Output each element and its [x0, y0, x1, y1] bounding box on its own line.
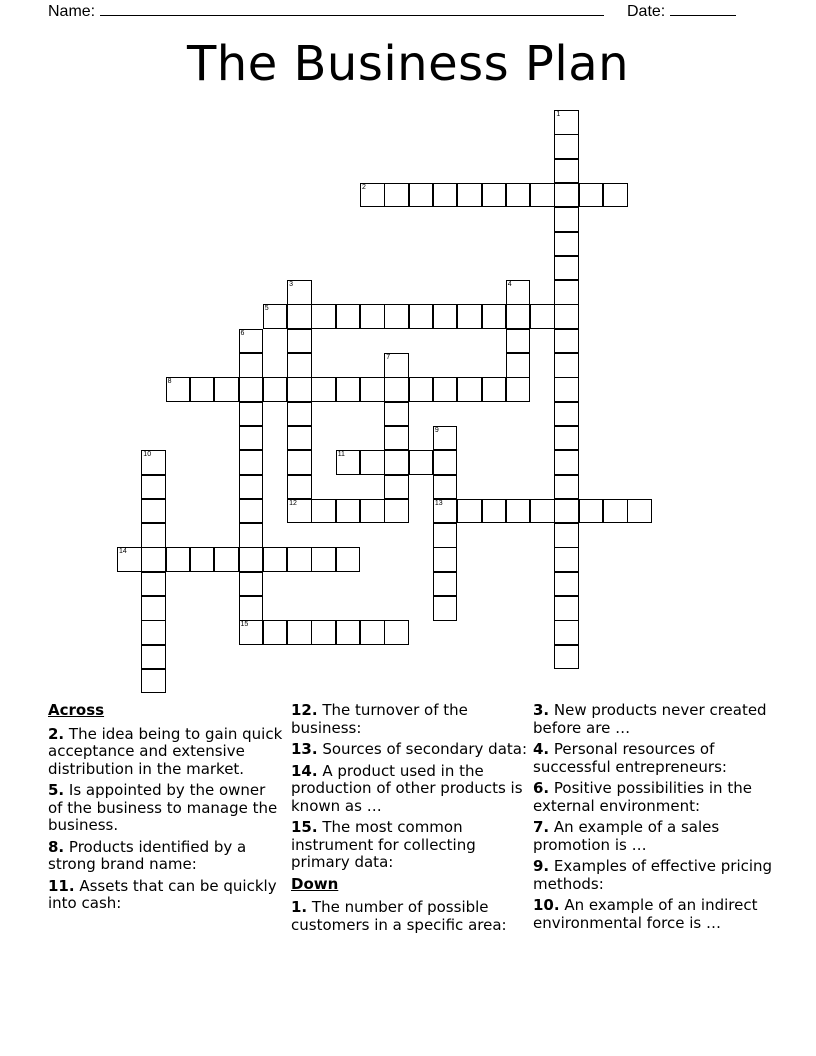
grid-cell[interactable] [409, 450, 434, 475]
grid-cell[interactable] [287, 280, 312, 305]
clue-item [291, 819, 529, 872]
cell-number: 13 [434, 499, 443, 507]
grid-cell[interactable] [554, 353, 579, 378]
cell-number: 2 [362, 183, 366, 191]
clue-text: The number of possible customers in a specific area: [291, 898, 507, 934]
grid-cell[interactable] [554, 134, 579, 159]
grid-cell[interactable] [287, 426, 312, 451]
grid-cell[interactable] [554, 426, 579, 451]
clue-text: Personal resources of successful entrepreneurs: [533, 740, 727, 776]
clue-number: 12. [291, 701, 318, 719]
grid-cell[interactable] [141, 475, 166, 500]
grid-cell[interactable] [239, 596, 264, 621]
grid-cell[interactable] [554, 572, 579, 597]
grid-cell[interactable] [239, 377, 264, 402]
grid-cell[interactable] [141, 547, 166, 572]
grid-cell[interactable] [554, 499, 579, 524]
cell-number: 4 [507, 281, 512, 289]
clue-column-3 [533, 702, 773, 936]
grid-cell[interactable] [360, 377, 385, 402]
clue-number: 6. [533, 779, 550, 797]
clue-item [533, 897, 773, 932]
grid-cell[interactable] [603, 183, 628, 208]
clue-text: An example of an indirect environmental force is … [533, 896, 758, 932]
grid-cell[interactable] [384, 426, 409, 451]
grid-cell[interactable] [239, 499, 264, 524]
cell-number: 6 [240, 329, 245, 337]
grid-cell[interactable] [287, 304, 312, 329]
grid-cell[interactable] [433, 183, 458, 208]
clue-number: 2. [48, 724, 65, 743]
clue-item [533, 858, 773, 893]
grid-cell[interactable] [336, 450, 361, 475]
clue-item [291, 899, 529, 934]
grid-cell[interactable] [287, 450, 312, 475]
clue-text: The turnover of the business: [291, 701, 468, 737]
grid-cell[interactable] [239, 353, 264, 378]
clue-item [48, 726, 284, 779]
grid-cell[interactable] [603, 499, 628, 524]
grid-cell[interactable] [239, 402, 264, 427]
grid-cell[interactable] [554, 620, 579, 645]
grid-cell[interactable] [482, 499, 507, 524]
down-heading: Down [291, 874, 339, 893]
grid-cell[interactable] [263, 304, 288, 329]
clue-text: Positive possibilities in the external environment: [533, 779, 752, 815]
grid-cell[interactable] [433, 377, 458, 402]
clue-text: The idea being to gain quick acceptance and extensive distribution in the market. [48, 724, 283, 778]
cell-number: 10 [143, 451, 152, 459]
grid-cell[interactable] [239, 475, 264, 500]
grid-cell[interactable] [336, 499, 361, 524]
cell-number: 5 [264, 305, 269, 313]
grid-cell[interactable] [554, 256, 579, 281]
grid-cell[interactable] [506, 329, 531, 354]
grid-cell[interactable] [141, 669, 166, 694]
clue-text: Assets that can be quickly into cash: [48, 876, 277, 912]
grid-cell[interactable] [530, 499, 555, 524]
grid-cell[interactable] [141, 523, 166, 548]
grid-cell[interactable] [141, 572, 166, 597]
grid-cell[interactable] [287, 402, 312, 427]
cell-number: 1 [556, 111, 561, 118]
grid-cell[interactable] [190, 377, 215, 402]
grid-cell[interactable] [141, 450, 166, 475]
grid-cell[interactable] [239, 620, 264, 645]
clue-number: 11. [48, 876, 75, 895]
grid-cell[interactable] [336, 377, 361, 402]
cell-number: 9 [434, 426, 439, 434]
down-clue-list-continued [533, 702, 773, 932]
grid-cell[interactable] [311, 620, 336, 645]
grid-cell[interactable] [627, 499, 652, 524]
across-heading: Across [48, 701, 105, 719]
clue-number: 15. [291, 818, 318, 836]
grid-cell[interactable] [457, 499, 482, 524]
grid-cell[interactable] [287, 620, 312, 645]
grid-cell[interactable] [530, 183, 555, 208]
grid-cell[interactable] [433, 499, 458, 524]
clue-item [48, 782, 284, 835]
grid-cell[interactable] [384, 183, 409, 208]
grid-cell[interactable] [384, 499, 409, 524]
clue-number: 13. [291, 740, 318, 758]
grid-cell[interactable] [360, 183, 385, 208]
clue-item [533, 741, 773, 776]
grid-cell[interactable] [384, 450, 409, 475]
grid-cell[interactable] [239, 450, 264, 475]
grid-cell[interactable] [554, 645, 579, 670]
grid-cell[interactable] [384, 304, 409, 329]
grid-cell[interactable] [506, 353, 531, 378]
cell-number: 8 [167, 378, 172, 386]
grid-cell[interactable] [482, 183, 507, 208]
grid-cell[interactable] [433, 426, 458, 451]
grid-cell[interactable] [482, 377, 507, 402]
grid-cell[interactable] [263, 547, 288, 572]
grid-cell[interactable] [433, 475, 458, 500]
grid-cell[interactable] [554, 159, 579, 184]
grid-cell[interactable] [433, 572, 458, 597]
clue-text: Is appointed by the owner of the business to manage the business. [48, 781, 278, 834]
clue-text: The most common instrument for collecting primary data: [291, 818, 476, 871]
grid-cell[interactable] [239, 523, 264, 548]
grid-cell[interactable] [336, 304, 361, 329]
across-clue-list [48, 726, 284, 913]
grid-cell[interactable] [554, 110, 579, 135]
cell-number: 11 [337, 451, 345, 459]
grid-cell[interactable] [579, 183, 604, 208]
clue-number: 8. [48, 837, 65, 856]
grid-cell[interactable] [141, 620, 166, 645]
grid-cell[interactable] [554, 207, 579, 232]
cell-number: 14 [119, 548, 127, 556]
grid-cell[interactable] [433, 547, 458, 572]
cell-number: 15 [240, 621, 249, 629]
clue-item [291, 741, 529, 759]
clue-item [291, 763, 529, 816]
clue-item [533, 702, 773, 737]
clue-number: 4. [533, 740, 550, 758]
grid-cell[interactable] [360, 620, 385, 645]
grid-cell[interactable] [360, 304, 385, 329]
grid-cell[interactable] [384, 353, 409, 378]
grid-cell[interactable] [384, 402, 409, 427]
grid-cell[interactable] [239, 572, 264, 597]
grid-cell[interactable] [263, 620, 288, 645]
clue-number: 1. [291, 898, 308, 916]
grid-cell[interactable] [554, 280, 579, 305]
grid-cell[interactable] [554, 329, 579, 354]
grid-cell[interactable] [554, 596, 579, 621]
grid-cell[interactable] [530, 304, 555, 329]
clue-item [48, 839, 284, 874]
grid-cell[interactable] [409, 183, 434, 208]
across-clue-list-continued [291, 702, 529, 872]
grid-cell[interactable] [506, 499, 531, 524]
grid-cell[interactable] [457, 183, 482, 208]
grid-cell[interactable] [287, 329, 312, 354]
clue-text: Products identified by a strong brand name: [48, 837, 247, 873]
grid-cell[interactable] [554, 304, 579, 329]
clue-number: 14. [291, 761, 318, 780]
grid-cell[interactable] [409, 377, 434, 402]
clue-text: A product used in the production of other products is known as … [291, 761, 523, 815]
clue-number: 10. [533, 896, 560, 914]
grid-cell[interactable] [506, 377, 531, 402]
grid-cell[interactable] [409, 304, 434, 329]
grid-cell[interactable] [263, 377, 288, 402]
date-label: Date: [627, 3, 666, 20]
grid-cell[interactable] [166, 547, 191, 572]
grid-cell[interactable] [287, 475, 312, 500]
grid-cell[interactable] [384, 475, 409, 500]
grid-cell[interactable] [117, 547, 142, 572]
grid-cell[interactable] [336, 547, 361, 572]
clue-column-2 [291, 702, 529, 938]
grid-cell[interactable] [433, 450, 458, 475]
cell-number: 7 [386, 354, 391, 361]
grid-cell[interactable] [214, 377, 239, 402]
grid-cell[interactable] [384, 377, 409, 402]
name-label: Name: [48, 3, 96, 20]
grid-cell[interactable] [506, 280, 531, 305]
grid-cell[interactable] [554, 377, 579, 402]
grid-cell[interactable] [433, 596, 458, 621]
grid-cell[interactable] [141, 499, 166, 524]
grid-cell[interactable] [239, 329, 264, 354]
clue-number: 7. [533, 818, 550, 836]
grid-cell[interactable] [311, 377, 336, 402]
grid-cell[interactable] [166, 377, 191, 402]
clue-text: New products never created before are … [533, 701, 767, 737]
grid-cell[interactable] [141, 645, 166, 670]
grid-cell[interactable] [239, 547, 264, 572]
clue-number: 5. [48, 781, 65, 799]
grid-cell[interactable] [506, 183, 531, 208]
clue-column-1 [48, 702, 284, 917]
grid-cell[interactable] [360, 450, 385, 475]
grid-cell[interactable] [554, 475, 579, 500]
clue-text: An example of a sales promotion is … [533, 818, 720, 854]
cell-number: 12 [289, 499, 297, 507]
clue-text: Sources of secondary data: [317, 740, 528, 758]
clue-text: Examples of effective pricing methods: [533, 857, 773, 893]
grid-cell[interactable] [360, 499, 385, 524]
grid-cell[interactable] [554, 547, 579, 572]
cell-number: 3 [289, 281, 293, 289]
grid-cell[interactable] [287, 353, 312, 378]
clue-number: 3. [533, 701, 550, 719]
grid-cell[interactable] [287, 547, 312, 572]
grid-cell[interactable] [554, 232, 579, 257]
grid-cell[interactable] [433, 523, 458, 548]
grid-cell[interactable] [482, 304, 507, 329]
grid-cell[interactable] [287, 499, 312, 524]
grid-cell[interactable] [554, 523, 579, 548]
clue-number: 9. [533, 857, 550, 875]
grid-cell[interactable] [311, 547, 336, 572]
grid-cell[interactable] [311, 499, 336, 524]
grid-cell[interactable] [214, 547, 239, 572]
grid-cell[interactable] [457, 304, 482, 329]
grid-cell[interactable] [579, 499, 604, 524]
clue-item [533, 780, 773, 815]
grid-cell[interactable] [336, 620, 361, 645]
grid-cell[interactable] [190, 547, 215, 572]
grid-cell[interactable] [384, 620, 409, 645]
grid-cell[interactable] [311, 304, 336, 329]
grid-cell[interactable] [287, 377, 312, 402]
grid-cell[interactable] [554, 183, 579, 208]
grid-cell[interactable] [239, 426, 264, 451]
grid-cell[interactable] [506, 304, 531, 329]
grid-cell[interactable] [554, 450, 579, 475]
grid-cell[interactable] [554, 402, 579, 427]
clue-item [291, 702, 529, 737]
clue-item [533, 819, 773, 854]
clue-item [48, 878, 284, 913]
grid-cell[interactable] [141, 596, 166, 621]
page-title: The Business Plan [186, 36, 630, 92]
down-clue-list [291, 899, 529, 934]
grid-cell[interactable] [457, 377, 482, 402]
grid-cell[interactable] [433, 304, 458, 329]
